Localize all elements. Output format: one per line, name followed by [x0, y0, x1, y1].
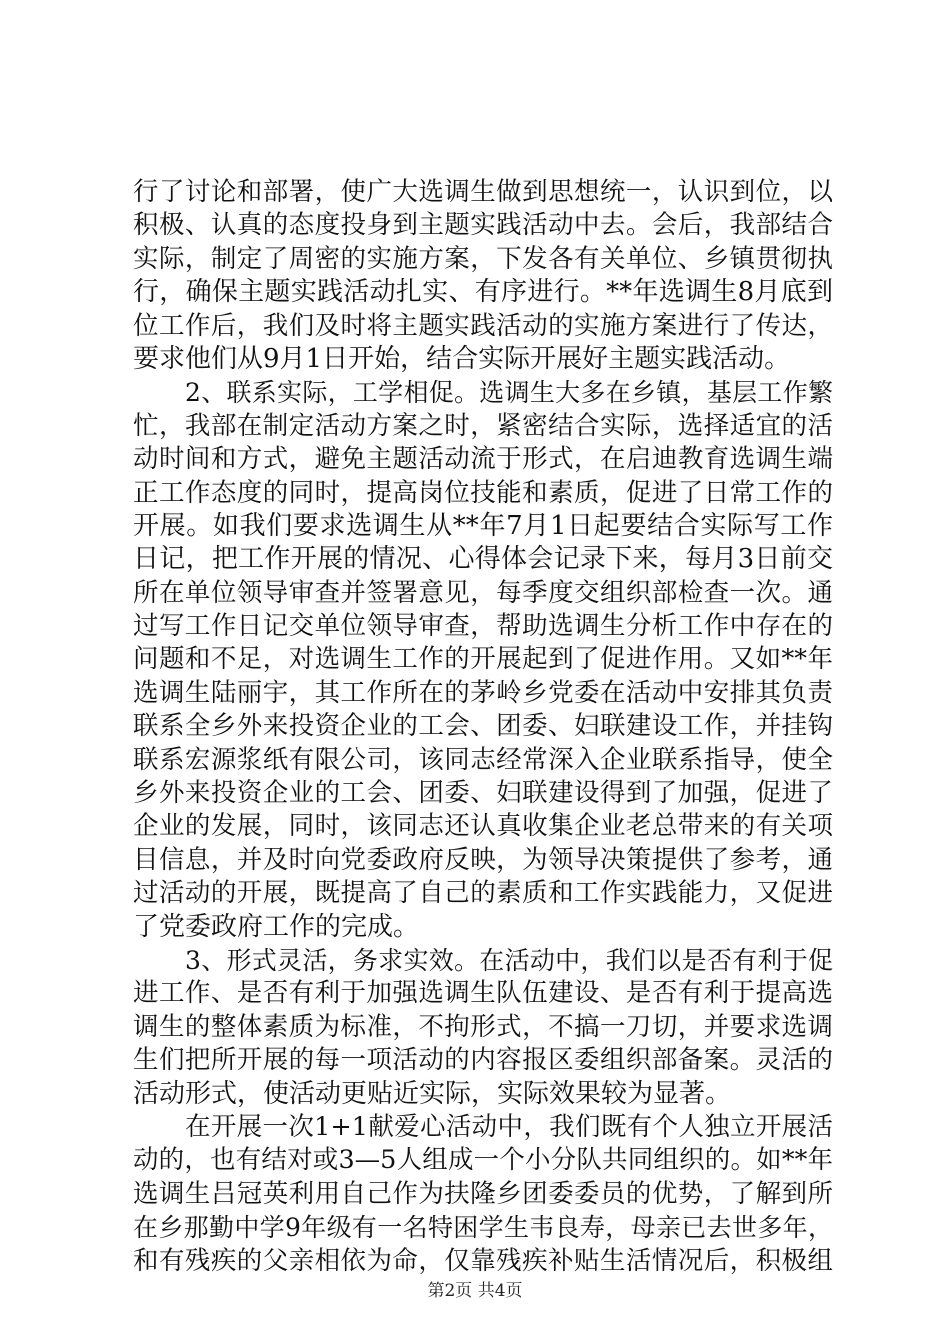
- page-number-label: 第2页 共4页: [427, 1281, 523, 1301]
- text-line: 联系全乡外来投资企业的工会、团委、妇联建设工作，并挂钩: [133, 711, 833, 742]
- paragraph-start-line: 3、形式灵活，务求实效。在活动中，我们以是否有利于促: [185, 945, 833, 975]
- text-line: 实际，制定了周密的实施方案，下发各有关单位、乡镇贯彻执: [133, 243, 833, 274]
- text-line: 位工作后，我们及时将主题实践活动的实施方案进行了传达，: [133, 310, 833, 341]
- page-footer: [0, 1276, 950, 1301]
- text-line: 目信息，并及时向党委政府反映，为领导决策提供了参考，通: [133, 844, 833, 875]
- text-line: 动时间和方式，避免主题活动流于形式，在启迪教育选调生端: [133, 444, 833, 475]
- text-line: 过活动的开展，既提高了自己的素质和工作实践能力，又促进: [133, 878, 833, 909]
- text-line: 调生的整体素质为标准，不拘形式，不搞一刀切，并要求选调: [133, 1011, 833, 1042]
- text-line: 忙，我部在制定活动方案之时，紧密结合实际，选择适宜的活: [133, 410, 833, 441]
- text-line: 选调生吕冠英利用自己作为扶隆乡团委委员的优势，了解到所: [133, 1178, 833, 1209]
- text-line: 积极、认真的态度投身到主题实践活动中去。会后，我部结合: [133, 210, 833, 241]
- text-line: 在乡那勤中学9年级有一名特困学生韦良寿，母亲已去世多年，: [133, 1213, 833, 1243]
- text-line: 正工作态度的同时，提高岗位技能和素质，促进了日常工作的: [133, 477, 833, 508]
- document-body: [133, 176, 833, 1278]
- text-line: 进工作、是否有利于加强选调生队伍建设、是否有利于提高选: [133, 978, 833, 1009]
- text-line: 生们把所开展的每一项活动的内容报区委组织部备案。灵活的: [133, 1045, 833, 1076]
- text-line: 企业的发展，同时，该同志还认真收集企业老总带来的有关项: [133, 811, 833, 842]
- text-line: 过写工作日记交单位领导审查，帮助选调生分析工作中存在的: [133, 611, 833, 642]
- text-line: 行了讨论和部署，使广大选调生做到思想统一，认识到位，以: [133, 177, 833, 207]
- paragraph-start-line: 2、联系实际，工学相促。选调生大多在乡镇，基层工作繁: [185, 378, 833, 408]
- text-line: 选调生陆丽宇，其工作所在的茅岭乡党委在活动中安排其负责: [133, 677, 833, 708]
- text-line: 日记，把工作开展的情况、心得体会记录下来，每月3日前交: [133, 544, 833, 575]
- text-line: 开展。如我们要求选调生从**年7月1日起要结合实际写工作: [133, 510, 833, 541]
- text-line: 乡外来投资企业的工会、团委、妇联建设得到了加强，促进了: [133, 778, 833, 809]
- text-line: 行，确保主题实践活动扎实、有序进行。**年选调生8月底到: [133, 277, 833, 308]
- text-line: 联系宏源浆纸有限公司，该同志经常深入企业联系指导，使全: [133, 744, 833, 775]
- text-line: 活动形式，使活动更贴近实际，实际效果较为显著。: [133, 1078, 732, 1109]
- text-line: 动的，也有结对或3—5人组成一个小分队共同组织的。如**年: [133, 1145, 833, 1176]
- text-line: 问题和不足，对选调生工作的开展起到了促进作用。又如**年: [133, 644, 833, 675]
- text-line: 要求他们从9月1日开始，结合实际开展好主题实践活动。: [133, 343, 791, 374]
- paragraph-start-line: 在开展一次1+1献爱心活动中，我们既有个人独立开展活: [185, 1111, 833, 1142]
- text-line: 所在单位领导审查并签署意见，每季度交组织部检查一次。通: [133, 577, 833, 608]
- text-line: 和有残疾的父亲相依为命，仅靠残疾补贴生活情况后，积极组: [133, 1245, 833, 1276]
- text-line: 了党委政府工作的完成。: [133, 911, 420, 942]
